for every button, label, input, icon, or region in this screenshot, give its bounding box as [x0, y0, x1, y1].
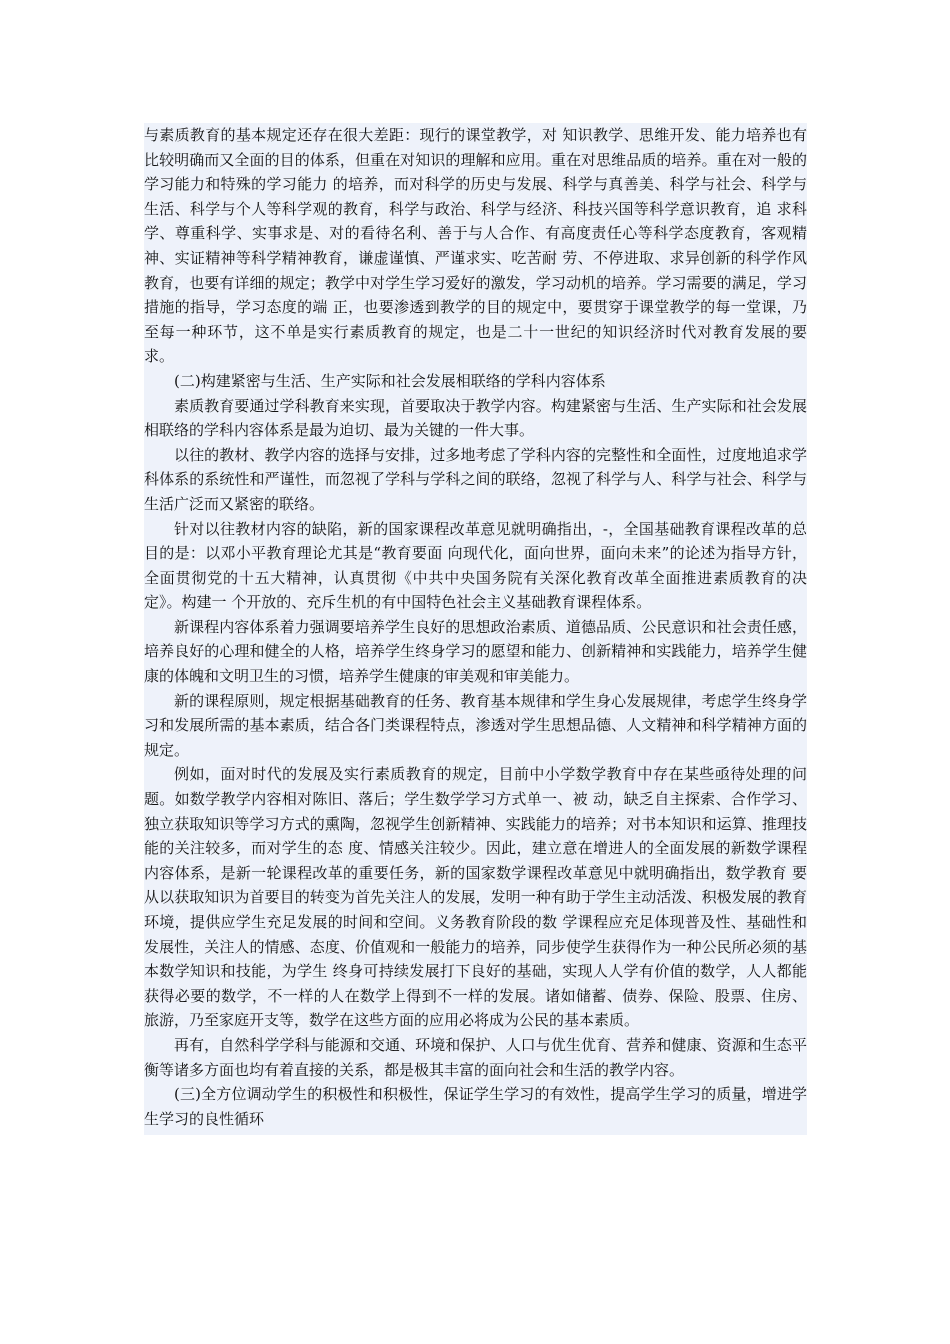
paragraph: 例如，面对时代的发展及实行素质教育的规定，目前中小学数学教育中存在某些亟待处理的问题。如数学教学内容相对陈旧、落后；学生数学学习方式单一、被 动，缺乏自主探索、合作学习、独立获取知识等学习方式的熏陶，忽视学生创新精神、实践能力的培养；对书本知识和运算、推理技能的关注较多，而对学生的态 度、情感关注较少。因此，建立意在增进人的全面发展的新数学课程内容体系，是新一轮课程改革的重要任务，新的国家数学课程改革意见中就明确指出，数学教育 要从以获取知识为首要目的转变为首先关注人的发展，发明一种有助于学生主动活泼、积极发展的教育环境，提供应学生充足发展的时间和空间。义务教育阶段的数 学课程应充足体现普及性、基础性和发展性，关注人的情感、态度、价值观和一般能力的培养，同步使学生获得作为一种公民所必须的基本数学知识和技能，为学生 终身可持续发展打下良好的基础，实现人人学有价值的数学，人人都能获得必要的数学，不一样的人在数学上得到不一样的发展。诸如储蓄、债券、保险、股票、住房、 旅游，乃至家庭开支等，数学在这些方面的应用必将成为公民的基本素质。: [144, 765, 807, 1030]
paragraph: 以往的教材、教学内容的选择与安排，过多地考虑了学科内容的完整性和全面性，过度地追求学科体系的系统性和严谨性，而忽视了学科与学科之间的联络，忽视了科学与人、科学与社会、科学与生活广泛而又紧密的联络。: [144, 445, 807, 513]
body-text: [144, 123, 807, 1135]
paragraph: 与素质教育的基本规定还存在很大差距：现行的课堂教学，对 知识教学、思维开发、能力培养也有比较明确而又全面的目的体系，但重在对知识的理解和应用。重在对思维品质的培养。重在对一般的学习能力和特殊的学习能力 的培养，而对科学的历史与发展、科学与真善美、科学与社会、科学与生活、科学与个人等科学观的教育，科学与政治、科学与经济、科技兴国等科学意识教育，追 求科学、尊重科学、实事求是、对的看待名利、善于与人合作、有高度责任心等科学态度教育，客观精神、实证精神等科学精神教育，谦虚谨慎、严谨求实、吃苦耐 劳、不停进取、求异创新的科学作风教育，也要有详细的规定；教学中对学生学习爱好的激发，学习动机的培养。学习需要的满足，学习措施的指导，学习态度的端 正，也要渗透到教学的目的规定中，要贯穿于课堂教学的每一堂课，乃至每一种环节，这不单是实行素质教育的规定，也是二十一世纪的知识经济时代对教育发展的要 求。: [144, 126, 807, 366]
paragraph: (二)构建紧密与生活、生产实际和社会发展相联络的学科内容体系: [174, 371, 606, 390]
paragraph: 再有，自然科学学科与能源和交通、环境和保护、人口与优生优育、营养和健康、资源和生态平衡等诸多方面也均有着直接的关系，都是极其丰富的面向社会和生活的教学内容。: [144, 1035, 807, 1079]
paragraph: 新的课程原则，规定根据基础教育的任务、教育基本规律和学生身心发展规律，考虑学生终身学习和发展所需的基本素质，结合各门类课程特点，渗透对学生思想品德、人文精神和科学精神方面的规定。: [144, 691, 807, 759]
paragraph: (三)全方位调动学生的积极性和积极性，保证学生学习的有效性，提高学生学习的质量，增进学生学习的良性循环: [144, 1085, 807, 1128]
paragraph: 素质教育要通过学科教育来实现，首要取决于教学内容。构建紧密与生活、生产实际和社会发展相联络的学科内容体系是最为迫切、最为关键的一件大事。: [144, 396, 807, 440]
paragraph: 针对以往教材内容的缺陷，新的国家课程改革意见就明确指出，-，全国基础教育课程改革的总目的是：以邓小平教育理论尤其是“教育要面 向现代化，面向世界，面向未来”的论述为指导方针，全面贯彻党的十五大精神，认真贯彻《中共中央国务院有关深化教育改革全面推进素质教育的决定》。构建一 个开放的、充斥生机的有中国特色社会主义基础教育课程体系。: [144, 519, 807, 612]
paragraph: 新课程内容体系着力强调要培养学生良好的思想政治素质、道德品质、公民意识和社会责任感，培养良好的心理和健全的人格，培养学生终身学习的愿望和能力、创新精神和实践能力，培养学生健康的体魄和文明卫生的习惯，培养学生健康的审美观和审美能力。: [144, 617, 807, 686]
